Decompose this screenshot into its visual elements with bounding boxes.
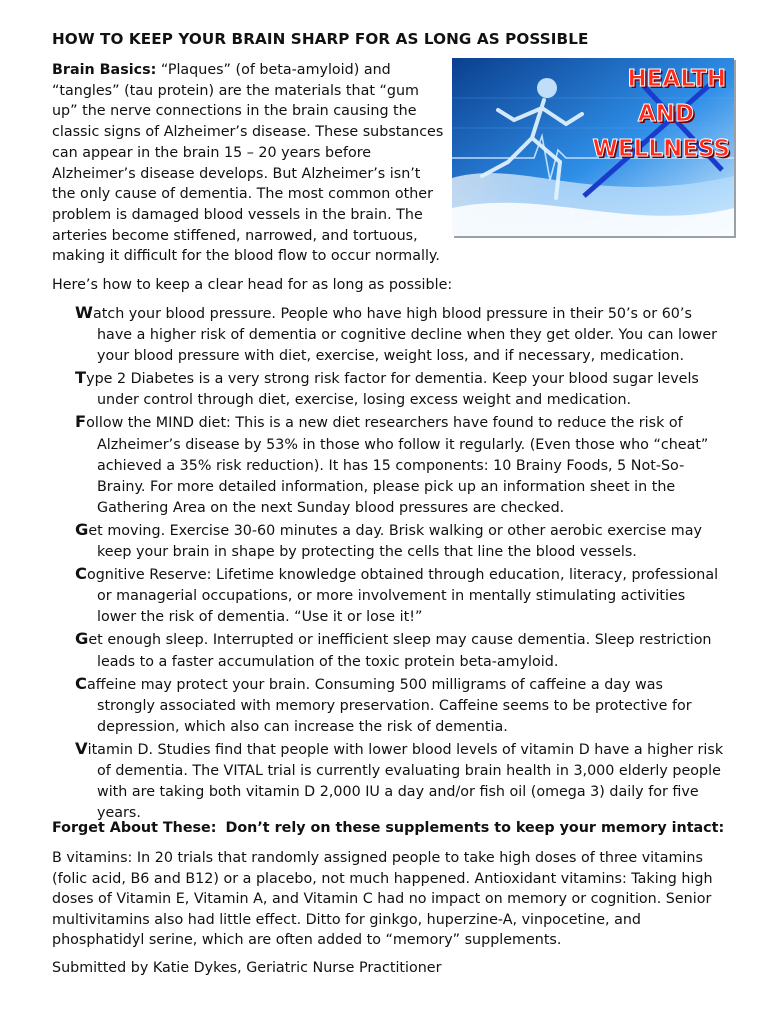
forget-heading (52, 818, 724, 838)
health-and-wellness-image (452, 58, 740, 242)
tip-get-enough-sleep (75, 628, 725, 672)
tip-caffeine (75, 673, 725, 738)
tip-cognitive-reserve (75, 563, 725, 628)
brain-basics-label: Brain Basics: (52, 62, 157, 78)
wellness-word: WELLNESS (592, 136, 730, 162)
tip-text: itamin D. Studies find that people with lower blood levels of vitamin D have a higher risk of dementia. The VITAL trial is currently evaluating brain health in 3,000 elderly people with are taking both vitamin D 2,000 IU a day and/or fish oil (omega 3) daily for five years. (87, 741, 724, 822)
tip-watch-blood-pressure (75, 302, 725, 367)
forget-text: Don’t rely on these supplements to keep your memory intact: (225, 820, 725, 836)
and-word: AND (637, 101, 694, 127)
brain-basics-text: “Plaques” (of beta-amyloid) and “tangles” (tau protein) are the materials that “gum up” the nerve connections in the brain causing the classic signs of Alzheimer’s disease. These substances can appear in the brain 15 – 20 years before Alzheimer’s disease develops. But Alzheimer’s isn’t the only cause of dementia. The most common other problem is damaged blood vessels in the brain. The arteries become stiffened, narrowed, and tortuous, making it difficult for the blood flow to occur normally. (52, 62, 444, 265)
health-word: HEALTH (627, 66, 726, 92)
tip-initial: V (75, 738, 88, 758)
tip-text: ognitive Reserve: Lifetime knowledge obtained through education, literacy, professional or managerial occupations, or more involvement in mentally stimulating activities lower the risk of dementia. “Use it or lose it!” (86, 567, 719, 626)
tip-initial: W (75, 303, 93, 322)
tip-text: ype 2 Diabetes is a very strong risk factor for dementia. Keep your blood sugar levels under control through diet, exercise, losing excess weight and medication. (86, 371, 699, 409)
tip-initial: G (75, 629, 89, 649)
forget-label: Forget About These: (52, 820, 217, 836)
tip-text: atch your blood pressure. People who have high blood pressure in their 50’s or 60’s have a higher risk of dementia or cognitive decline when they get older. You can lower your blood pressure with diet, exercise, weight loss, and if necessary, medication. (92, 306, 718, 365)
author-credit: Submitted by Katie Dykes, Geriatric Nurse Practitioner (52, 960, 442, 976)
tip-text: ollow the MIND diet: This is a new diet researchers have found to reduce the risk of Alzheimer’s disease by 53% in those who follow it regularly. (Even those who “cheat” achieved a 35% risk reduction). It has 15 components: 10 Brainy Foods, 5 Not-So-Brainy. For more detailed information, please pick up an information sheet in the Gathering Area on the next Sunday blood pressures are checked. (86, 415, 709, 516)
tip-type-2-diabetes (75, 367, 725, 411)
tip-text: et moving. Exercise 30-60 minutes a day. Brisk walking or other aerobic exercise may keep your brain in shape by protecting the cells that line the blood vessels. (88, 522, 702, 561)
tip-initial: F (75, 412, 87, 432)
brain-basics-paragraph (52, 60, 444, 267)
tip-text: et enough sleep. Interrupted or inefficient sleep may cause dementia. Sleep restriction leads to a faster accumulation of the toxic protein beta-amyloid. (88, 632, 712, 670)
intro-sentence: Here’s how to keep a clear head for as long as possible: (52, 277, 453, 293)
tips-list (75, 302, 725, 824)
tip-initial: C (75, 564, 87, 584)
tip-initial: C (75, 673, 87, 693)
tip-initial: G (75, 519, 89, 539)
supplements-paragraph: B vitamins: In 20 trials that randomly assigned people to take high doses of three vitamins (folic acid, B6 and B12) or a placebo, not much happened. Antioxidant vitamins: Taking high doses of Vitamin E, Vitamin A, and Vitamin C had no impact on memory or cognition. Senior multivitamins also had little effect. Ditto for ginkgo, huperzine-A, vinpocetine, and phosphatidyl serine, which are often added to “memory” supplements. (52, 850, 713, 949)
tip-get-moving (75, 519, 725, 563)
page-title: HOW TO KEEP YOUR BRAIN SHARP FOR AS LONG AS POSSIBLE (52, 30, 589, 48)
tip-text: affeine may protect your brain. Consuming 500 milligrams of caffeine a day was strongly associated with memory preservation. Caffeine seems to be protective for depression, which also can increase the risk of dementia. (86, 676, 692, 735)
tip-vitamin-d (75, 738, 725, 824)
tip-mind-diet (75, 411, 725, 518)
tip-initial: T (75, 368, 87, 388)
